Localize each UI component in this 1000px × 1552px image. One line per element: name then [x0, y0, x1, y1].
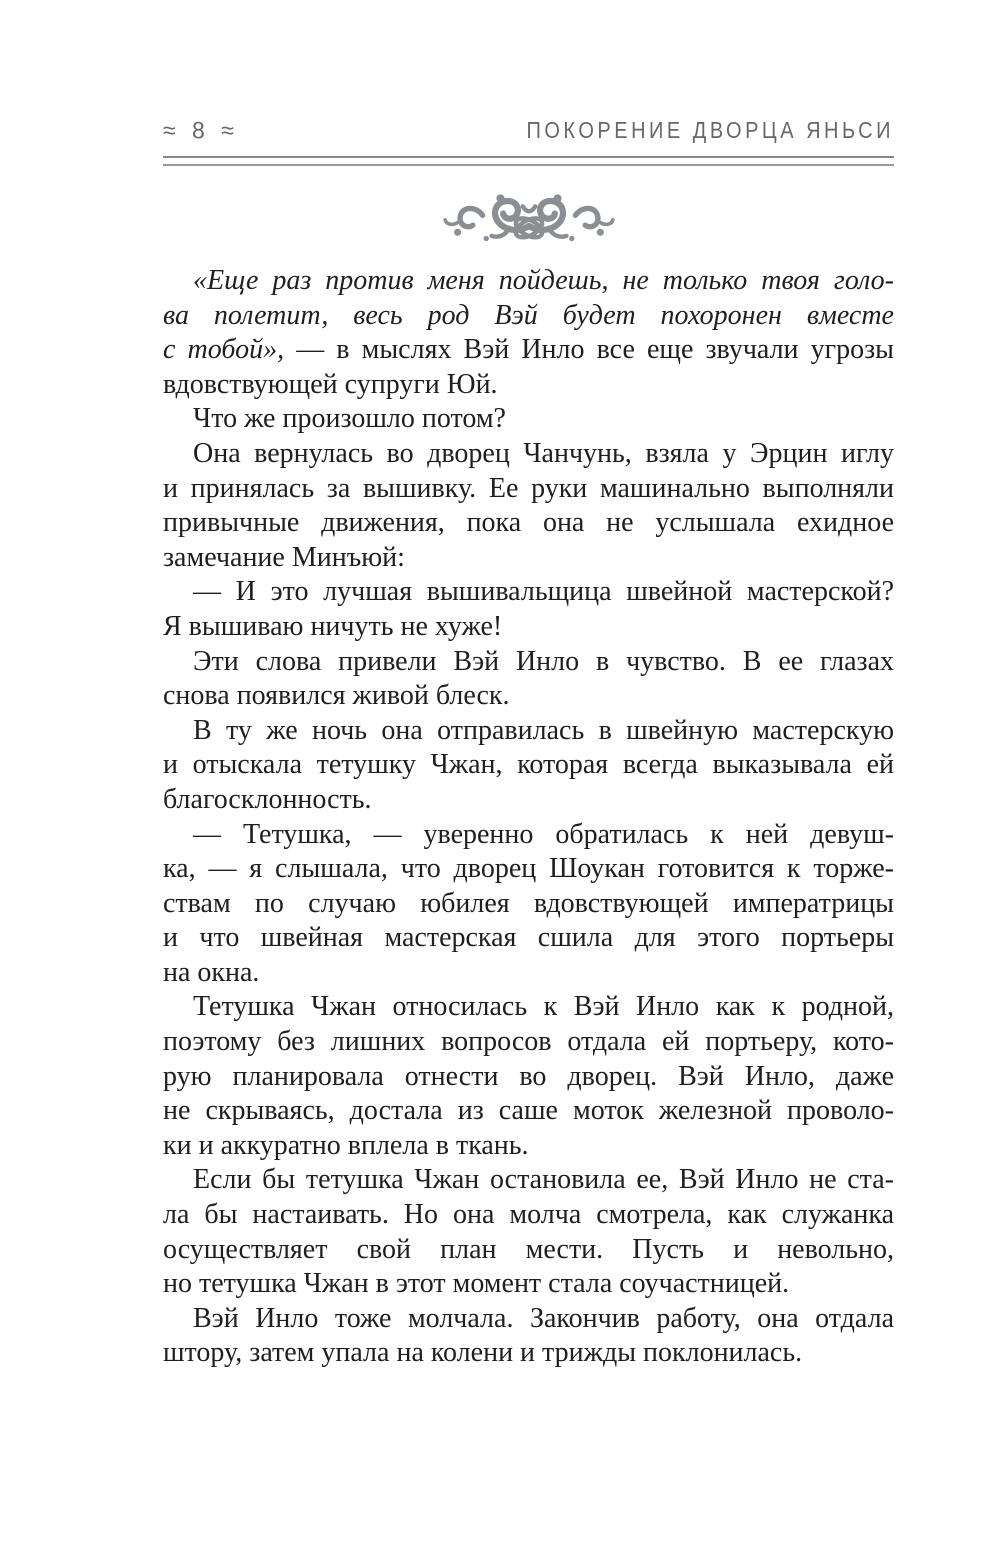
- text-line: [163, 333, 894, 368]
- text-line: [163, 921, 894, 956]
- text-segment: Эти слова привели Вэй Инло в чувство. В ее глазах: [193, 645, 894, 677]
- text-segment: — в мыслях Вэй Инло все еще звучали угрозы: [296, 334, 894, 366]
- italic-text-segment: «Еще раз против меня пойдешь, не только твоя голо-: [193, 265, 894, 296]
- page-number: ≈ 8 ≈: [163, 116, 239, 144]
- text-line: [163, 887, 894, 922]
- text-line: [163, 541, 894, 576]
- italic-text-segment: ва полетит, весь род Вэй будет похоронен вместе: [163, 299, 894, 331]
- text-line: [163, 748, 894, 783]
- text-segment: и отыскала тетушку Чжан, которая всегда выказывала ей: [163, 749, 894, 781]
- running-head: [163, 118, 894, 145]
- text-segment: на окна.: [163, 956, 260, 988]
- text-segment: вдовствующей супруги Юй.: [163, 368, 498, 400]
- text-line: [163, 990, 894, 1025]
- text-segment: Она вернулась во дворец Чанчунь, взяла у Эрцин иглу: [193, 437, 894, 469]
- text-segment: благосклонность.: [163, 783, 372, 815]
- text-line: [163, 1198, 894, 1233]
- text-line: [163, 1060, 894, 1095]
- text-segment: поэтому без лишних вопросов отдала ей портьеру, кото-: [163, 1026, 894, 1058]
- text-segment: осуществляет свой план мести. Пусть и невольно,: [163, 1233, 894, 1265]
- text-segment: ла бы настаивать. Но она молча смотрела, как служанка: [163, 1199, 894, 1231]
- text-line: [163, 1336, 894, 1371]
- text-line: [163, 368, 894, 403]
- text-line: [163, 714, 894, 749]
- text-segment: снова появился живой блеск.: [163, 680, 510, 712]
- text-segment: не скрываясь, достала из саше моток железной проволо-: [163, 1095, 894, 1127]
- text-line: [163, 264, 894, 299]
- text-line: [163, 506, 894, 541]
- text-segment: Что же произошло потом?: [193, 403, 506, 435]
- text-line: [163, 1094, 894, 1129]
- header-double-rule: [163, 156, 894, 166]
- text-segment: ка, — я слышала, что дворец Шоукан готовится к торже-: [163, 853, 894, 885]
- scroll-flourish-icon: [438, 192, 620, 244]
- text-segment: В ту же ночь она отправилась в швейную мастерскую: [193, 714, 894, 746]
- text-segment: ки и аккуратно вплела в ткань.: [163, 1129, 529, 1161]
- text-line: [163, 645, 894, 680]
- text-line: [163, 402, 894, 437]
- text-segment: и что швейная мастерская сшила для этого портьеры: [163, 922, 894, 954]
- text-segment: Я вышиваю ничуть не хуже!: [163, 610, 503, 642]
- text-line: [163, 1233, 894, 1268]
- text-line: [163, 818, 894, 853]
- text-line: [163, 956, 894, 991]
- book-title: ПОКОРЕНИЕ ДВОРЦА ЯНЬСИ: [526, 118, 894, 144]
- italic-text-segment: с тобой»,: [163, 334, 297, 366]
- text-line: [163, 575, 894, 610]
- text-line: [163, 610, 894, 645]
- text-line: [163, 852, 894, 887]
- text-line: [163, 1163, 894, 1198]
- body-text: [163, 264, 894, 1371]
- text-segment: Тетушка Чжан относилась к Вэй Инло как к родной,: [193, 991, 894, 1023]
- text-line: [163, 783, 894, 818]
- text-line: [163, 1025, 894, 1060]
- text-segment: и принялась за вышивку. Ее руки машинально выполняли: [163, 472, 894, 504]
- text-line: [163, 1302, 894, 1337]
- text-segment: штору, затем упала на колени и трижды поклонилась.: [163, 1337, 803, 1369]
- text-segment: замечание Минъюй:: [163, 541, 405, 573]
- text-segment: но тетушка Чжан в этот момент стала соучастницей.: [163, 1268, 790, 1300]
- text-segment: Если бы тетушка Чжан остановила ее, Вэй Инло не ста-: [193, 1164, 894, 1196]
- text-segment: ствам по случаю юбилея вдовствующей императрицы: [163, 887, 894, 919]
- ornament-container: [163, 192, 894, 244]
- text-segment: рую планировала отнести во дворец. Вэй Инло, даже: [163, 1060, 894, 1092]
- text-line: [163, 299, 894, 334]
- text-segment: привычные движения, пока она не услышала ехидное: [163, 507, 894, 539]
- text-segment: Вэй Инло тоже молчала. Закончив работу, она отдала: [193, 1302, 894, 1334]
- text-line: [163, 1129, 894, 1164]
- text-segment: — И это лучшая вышивальщица швейной мастерской?: [193, 576, 894, 608]
- text-line: [163, 1267, 894, 1302]
- text-line: [163, 679, 894, 714]
- text-segment: — Тетушка, — уверенно обратилась к ней девуш-: [193, 818, 894, 850]
- text-line: [163, 472, 894, 507]
- text-line: [163, 437, 894, 472]
